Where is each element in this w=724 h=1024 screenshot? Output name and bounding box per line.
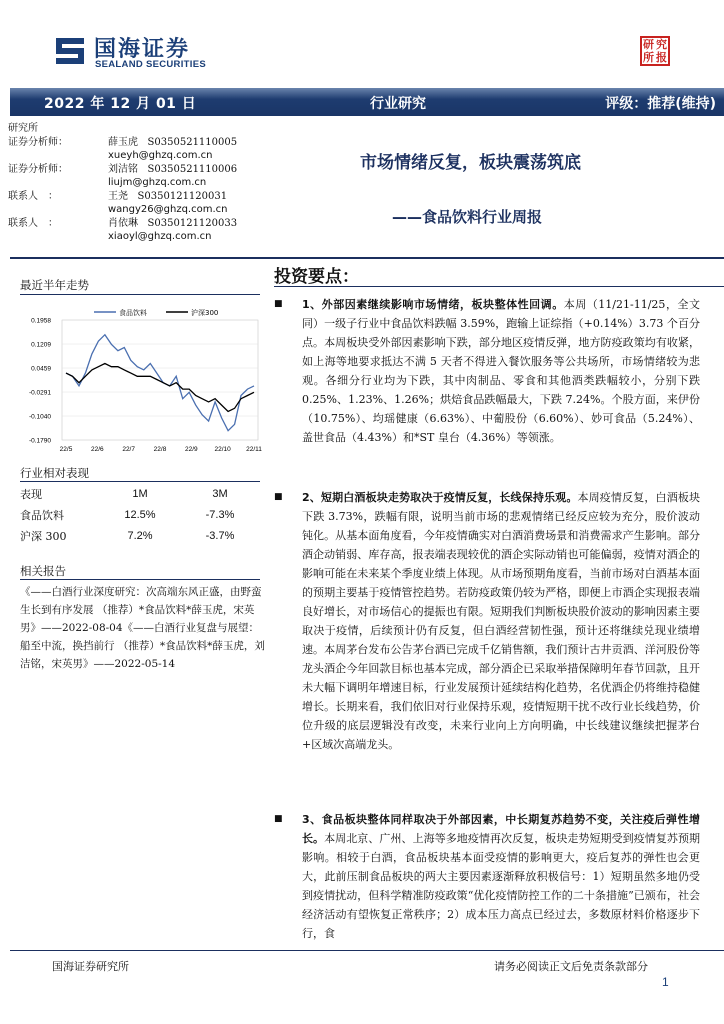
analyst-role: 证券分析师： bbox=[8, 136, 68, 148]
x-tick-label: 22/10 bbox=[214, 446, 231, 453]
analyst-list bbox=[8, 122, 268, 244]
bullet-icon: ■ bbox=[274, 492, 283, 502]
table-cell: 7.2% bbox=[127, 529, 153, 542]
footer-disclaimer: 请务必阅读正文后免责条款部分 bbox=[494, 960, 648, 973]
related-reports[interactable]: 《——白酒行业深度研究：次高端东风正盛，由野蛮生长到有序发展 （推荐）*食品饮料*薛玉虎，宋英男》——2022-08-04《——白酒行业复盘与展望：船至中流，换挡前行 （推荐）*食品饮料*薛玉虎，刘洁铭，宋英男》——2022-05-14 bbox=[20, 586, 265, 670]
key-point-heading: 3、食品板块整体同样取决于外部因素，中长期复苏趋势不变，关注疫后弹性增长。 bbox=[302, 813, 700, 845]
divider bbox=[10, 950, 724, 951]
seal-char: 究 bbox=[656, 38, 667, 51]
divider bbox=[10, 257, 724, 259]
table-header bbox=[20, 483, 260, 504]
analyst-header: 研究所 bbox=[8, 123, 38, 134]
analyst-entry bbox=[8, 217, 268, 231]
bullet-icon: ■ bbox=[274, 299, 283, 309]
x-tick-label: 22/7 bbox=[122, 446, 135, 453]
company-name-en: SEALAND SECURITIES bbox=[95, 59, 206, 70]
key-points-title: 投资要点： bbox=[274, 267, 359, 287]
header-cell: 1M bbox=[132, 487, 148, 500]
table-cell: 12.5% bbox=[124, 508, 156, 521]
x-tick-label: 22/5 bbox=[59, 446, 73, 453]
y-tick-label: -0.0291 bbox=[28, 389, 51, 397]
analyst-entry bbox=[8, 163, 268, 177]
analyst-id: S0350121120031 bbox=[137, 190, 228, 202]
analyst-role: 证券分析师： bbox=[8, 163, 68, 175]
divider bbox=[20, 481, 260, 482]
x-tick-label: 22/9 bbox=[185, 446, 198, 453]
report-banner bbox=[10, 88, 724, 116]
report-date: 2022 年 12 月 01 日 bbox=[44, 96, 197, 112]
legend-label-food: 食品饮料 bbox=[119, 309, 147, 317]
key-point bbox=[274, 810, 700, 943]
table-row bbox=[20, 504, 260, 525]
analyst-name: 刘洁铭 bbox=[108, 163, 138, 175]
table-cell: 食品饮料 bbox=[20, 508, 64, 522]
report-type: 行业研究 bbox=[370, 96, 426, 112]
series-line-hs300 bbox=[66, 364, 254, 412]
reports-section-label: 相关报告 bbox=[20, 564, 66, 578]
sealand-logo-icon bbox=[52, 34, 88, 68]
analyst-entry bbox=[8, 136, 268, 150]
key-point-heading: 1、外部因素继续影响市场情绪，板块整体性回调。 bbox=[302, 298, 564, 311]
table-row bbox=[20, 525, 260, 546]
legend-label-hs300: 沪深300 bbox=[191, 309, 219, 317]
perf-table bbox=[20, 483, 260, 546]
research-seal-icon bbox=[640, 36, 670, 66]
series-line-food-beverage bbox=[66, 335, 254, 431]
analyst-name: 肖依琳 bbox=[108, 217, 138, 229]
seal-char: 报 bbox=[656, 51, 667, 64]
trend-chart bbox=[16, 296, 266, 456]
footer-org: 国海证券研究所 bbox=[52, 960, 129, 973]
perf-section-label: 行业相对表现 bbox=[20, 466, 89, 480]
y-tick-label: 0.1958 bbox=[31, 317, 51, 325]
header-cell: 3M bbox=[212, 487, 228, 500]
key-point-heading: 2、短期白酒板块走势取决于疫情反复，长线保持乐观。 bbox=[302, 491, 578, 504]
analyst-role: 联系人 ： bbox=[8, 190, 58, 202]
header-cell: 表现 bbox=[20, 487, 42, 501]
analyst-id: S0350521110005 bbox=[147, 136, 238, 148]
x-tick-label: 22/8 bbox=[153, 446, 167, 453]
analyst-role: 联系人 ： bbox=[8, 217, 58, 229]
key-point-body: 本周（11/21-11/25，全文同）一级子行业中食品饮料跌幅 3.59%，跑输上证综指（+0.14%）3.73 个百分点。本周板块受外部因素影响下跌，部分地区疫情反弹，地方防疫政策均有收紧，如上海等地要求抵达不满 5 天者不得进入餐饮服务等公共场所，市场情绪较为悲观。各细分行业均为下跌，其中肉制品、零食和其他酒类跌幅较小，分别下跌 0.25%、1.23%、1.26%；烘焙食品跌幅最大，下跌 7.24%。个股方面，来伊份（10.75%）、均瑶健康（6.63%）、中葡股份（6.60%）、妙可食品（5.24%）、盖世食品（4.43%）和*ST 皇台（4.36%）等领涨。 bbox=[302, 298, 700, 444]
plot-frame bbox=[62, 320, 258, 440]
table-cell: 沪深 300 bbox=[20, 529, 67, 543]
analyst-email[interactable]: wangy26@ghzq.com.cn bbox=[108, 204, 228, 215]
y-tick-label: 0.0459 bbox=[31, 365, 51, 373]
seal-char: 研 bbox=[643, 38, 654, 51]
table-cell: -3.7% bbox=[205, 529, 235, 542]
analyst-email[interactable]: xiaoyl@ghzq.com.cn bbox=[108, 231, 212, 242]
report-subtitle: ——食品饮料行业周报 bbox=[392, 208, 543, 226]
divider bbox=[274, 286, 724, 287]
analyst-id: S0350521110006 bbox=[147, 163, 238, 175]
y-tick-label: -0.1790 bbox=[28, 437, 51, 445]
chart-section-label: 最近半年走势 bbox=[20, 278, 89, 292]
divider bbox=[20, 579, 260, 580]
x-tick-label: 22/11 bbox=[246, 446, 262, 453]
table-cell: -7.3% bbox=[205, 508, 235, 521]
analyst-email[interactable]: xueyh@ghzq.com.cn bbox=[108, 150, 213, 161]
analyst-email[interactable]: liujm@ghzq.com.cn bbox=[108, 177, 207, 188]
analyst-id: S0350121120033 bbox=[147, 217, 238, 229]
report-title: 市场情绪反复，板块震荡筑底 bbox=[360, 153, 581, 173]
key-point-body: 本周疫情反复，白酒板块下跌 3.73%，跌幅有限，说明当前市场的悲观情绪已经反应较为充分，股价波动钝化。从基本面角度看，今年疫情确实对白酒消费场景和消费需求产生影响。部分酒企动销弱、库存高，报表端表现较优的酒企实际动销也可能偏弱，疫情对酒企的影响可能在未来某个季度业绩上体现。从市场预期角度看，当前市场对白酒基本面的预期主要基于疫情管控趋势。若防疫政策仍较为严格，即便上市酒企实现报表端良好增长，对市场信心的提振也有限。短期我们判断板块股价波动的影响因素主要取决于疫情，后续预计仍有反复，但白酒经营韧性强，预计还将继续兑现业绩增速。本周茅台发布公告茅台酒已完成千亿销售额，我们预计古井贡酒、洋河股份等龙头酒企今年回款目标也基本完成，部分酒企已采取举措保障明年春节回款，且开未大幅下调明年增速目标，行业发展预计延续结构化趋势，名优酒企仍将维持稳健增长。长期来看，我们依旧对行业保持乐观，疫情短期干扰不改行业长线趋势，价位升级的底层逻辑没有改变，未来行业向上方向明确，中长线建议继续把握茅台+区域次高端龙头。 bbox=[302, 491, 700, 751]
key-point-body: 本周北京、广州、上海等多地疫情再次反复，板块走势短期受到疫情复苏预期影响。相较于白酒，食品板块基本面受疫情的影响更大，疫后复苏的弹性也会更大，此前压制食品板块的两大主要因素逐渐释放积极信号：1）短期虽然多地仍受到疫情扰动，但科学精准防疫政策“优化疫情防控工作的二十条措施”已颁布，社会经济活动有望恢复正常秩序；2）成本压力高点已经过去，多数原材料价格逐步下行，食 bbox=[302, 832, 701, 940]
company-name-cn: 国海证券 bbox=[94, 37, 191, 62]
analyst-name: 薛玉虎 bbox=[108, 136, 138, 148]
key-point bbox=[274, 488, 700, 754]
analyst-name: 王尧 bbox=[108, 190, 128, 202]
key-point bbox=[274, 295, 700, 447]
y-tick-label: 0.1209 bbox=[31, 341, 51, 349]
page-number: 1 bbox=[662, 975, 669, 989]
x-tick-label: 22/6 bbox=[91, 446, 104, 453]
divider bbox=[20, 294, 260, 295]
y-tick-label: -0.1040 bbox=[28, 413, 51, 421]
analyst-entry bbox=[8, 190, 268, 204]
rating: 评级：推荐(维持) bbox=[605, 96, 716, 112]
bullet-icon: ■ bbox=[274, 814, 283, 824]
seal-char: 所 bbox=[643, 51, 654, 64]
